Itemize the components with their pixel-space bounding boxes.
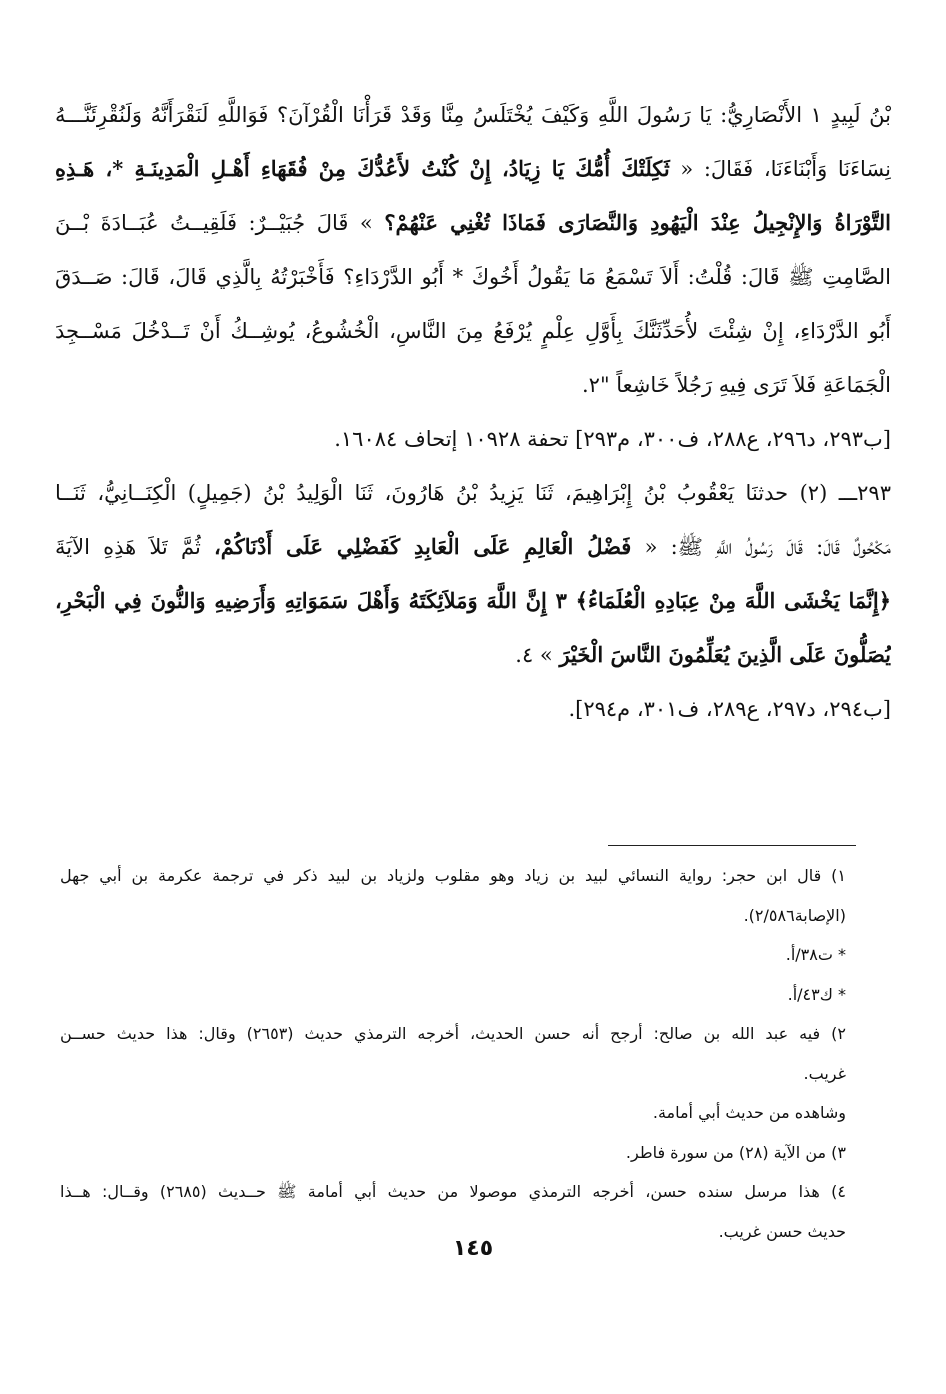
text-line: يُصَلُّونَ عَلَى الَّذِينَ يُعَلِّمُونَ النَّاسَ الْخَيْرَ » ٤. [515, 642, 891, 667]
footnote-separator [608, 845, 856, 846]
reference-line: [ب٢٩٣، د٢٩٦، ع٢٨٨، ف٣٠٠، م٢٩٣] تحفة ١٠٩٢٨ إتحاف ١٦٠٨٤. [334, 427, 891, 451]
footnote-line: غريب. [803, 1063, 846, 1083]
text-line: مَكْحُولٌ قَالَ: قَالَ رَسُولُ اللَّهِ ﷺ: « فَضْلُ الْعَالِمِ عَلَى الْعَابِدِ كَفَضْلِي عَلَى أَدْنَاكُمْ، ثُمَّ تَلاَ هَذِهِ الآيَةَ [55, 534, 891, 559]
footnote-line: ٣) من الآية (٢٨) من سورة فاطر. [625, 1142, 846, 1162]
text-line: الصَّامِتِ ﷺ قَالَ: قُلْتُ: أَلاَ تَسْمَعُ مَا يَقُولُ أَخُوكَ * أَبُو الدَّرْدَاءِ؟ فَأَخْبَرْتُهُ بِالَّذِي قَالَ، قَالَ: صَــدَقَ [55, 265, 891, 289]
text-line: ٢٩٣ـــ (٢) حدثنَا يَعْقُوبُ بْنُ إِبْرَاهِيمَ، ثَنَا يَزِيدُ بْنُ هَارُونَ، ثَنَا الْوَلِيدُ بْنُ (جَمِيلٍ) الْكِنَــانِيُّ، ثَنَــا [55, 481, 891, 505]
page-number: ١٤٥ [452, 1236, 494, 1261]
text-line: نِسَاءَنَا وَأَبْنَاءَنَا، فَقَالَ: « ثَكِلَتْكَ أُمُّكَ يَا زِيَادُ، إِنْ كُنْتُ لأَعُدُّكَ مِنْ فُقَهَاءِ أَهْـلِ الْمَدِينَـةِ *، هَـذِهِ [55, 156, 891, 181]
footnote-line: ١) قال ابن حجر: رواية النسائي لبيد بن زياد وهو مقلوب ولزياد بن لبيد ذكر في ترجمة عكرمة بن أبي جهل [60, 866, 846, 885]
footnote-line: (الإصابة٢/٥٨٦). [743, 905, 846, 925]
footnote-line: ٤) هذا مرسل سنده حسن، أخرجه الترمذي موصولا من حديث أبي أمامة ﷺ حــديث (٢٦٨٥) وقــال: هــذا [60, 1182, 846, 1201]
text-line: الْجَمَاعَةِ فَلاَ تَرَى فِيهِ رَجُلاً خَاشِعاً "٢. [581, 373, 891, 397]
reference-line: [ب٢٩٤، د٢٩٧، ع٢٨٩، ف٣٠١، م٢٩٤]. [568, 697, 891, 721]
footnote-line: * ت٣٨/أ. [785, 945, 846, 964]
footnote-line: ٢) فيه عبد الله بن صالح: أرجح أنه حسن الحديث، أخرجه الترمذي حديث (٢٦٥٣) وقال: هذا حديث حســن [60, 1024, 846, 1043]
footnote-line: حديث حسن غريب. [718, 1221, 846, 1241]
footnote-line: وشاهده من حديث أبي أمامة. [652, 1103, 846, 1122]
text-line: ﴿إِنَّمَا يَخْشَى اللَّهَ مِنْ عِبَادِهِ الْعُلَمَاءُ﴾ ٣ إِنَّ اللَّهَ وَمَلاَئِكَتَهُ وَأَهْلَ سَمَوَاتِهِ وَأَرَضِيهِ وَالنُّونَ فِي الْبَحْرِ، [55, 588, 891, 613]
text-line: التَّوْرَاةُ وَالإِنْجِيلُ عِنْدَ الْيَهُودِ وَالنَّصَارَى فَمَاذَا تُغْنِي عَنْهُمْ؟ » قَالَ جُبَيْــرٌ: فَلَقِيــتُ عُبَــادَةَ بْــنَ [55, 210, 891, 235]
text-line: بْنُ لَبِيدٍ ١ الأَنْصَارِيُّ: يَا رَسُولَ اللَّهِ وَكَيْفَ يُخْتَلَسُ مِنَّا وَقَدْ قَرَأْنَا الْقُرْآنَ؟ فَوَاللَّهِ لَنَقْرَأَنَّهُ وَلَنُقْرِئَنَّـــهُ [55, 103, 891, 127]
footnotes [60, 856, 846, 1251]
main-text [55, 88, 891, 736]
text-line: أَبُو الدَّرْدَاءِ، إِنْ شِئْتَ لأُحَدِّثَنَّكَ بِأَوَّلِ عِلْمٍ يُرْفَعُ مِنَ النَّاسِ، الْخُشُوعُ، يُوشِــكُ أَنْ تَــدْخُلَ مَسْــجِدَ [55, 319, 891, 343]
footnote-line: * ك٤٣/أ. [787, 984, 846, 1004]
